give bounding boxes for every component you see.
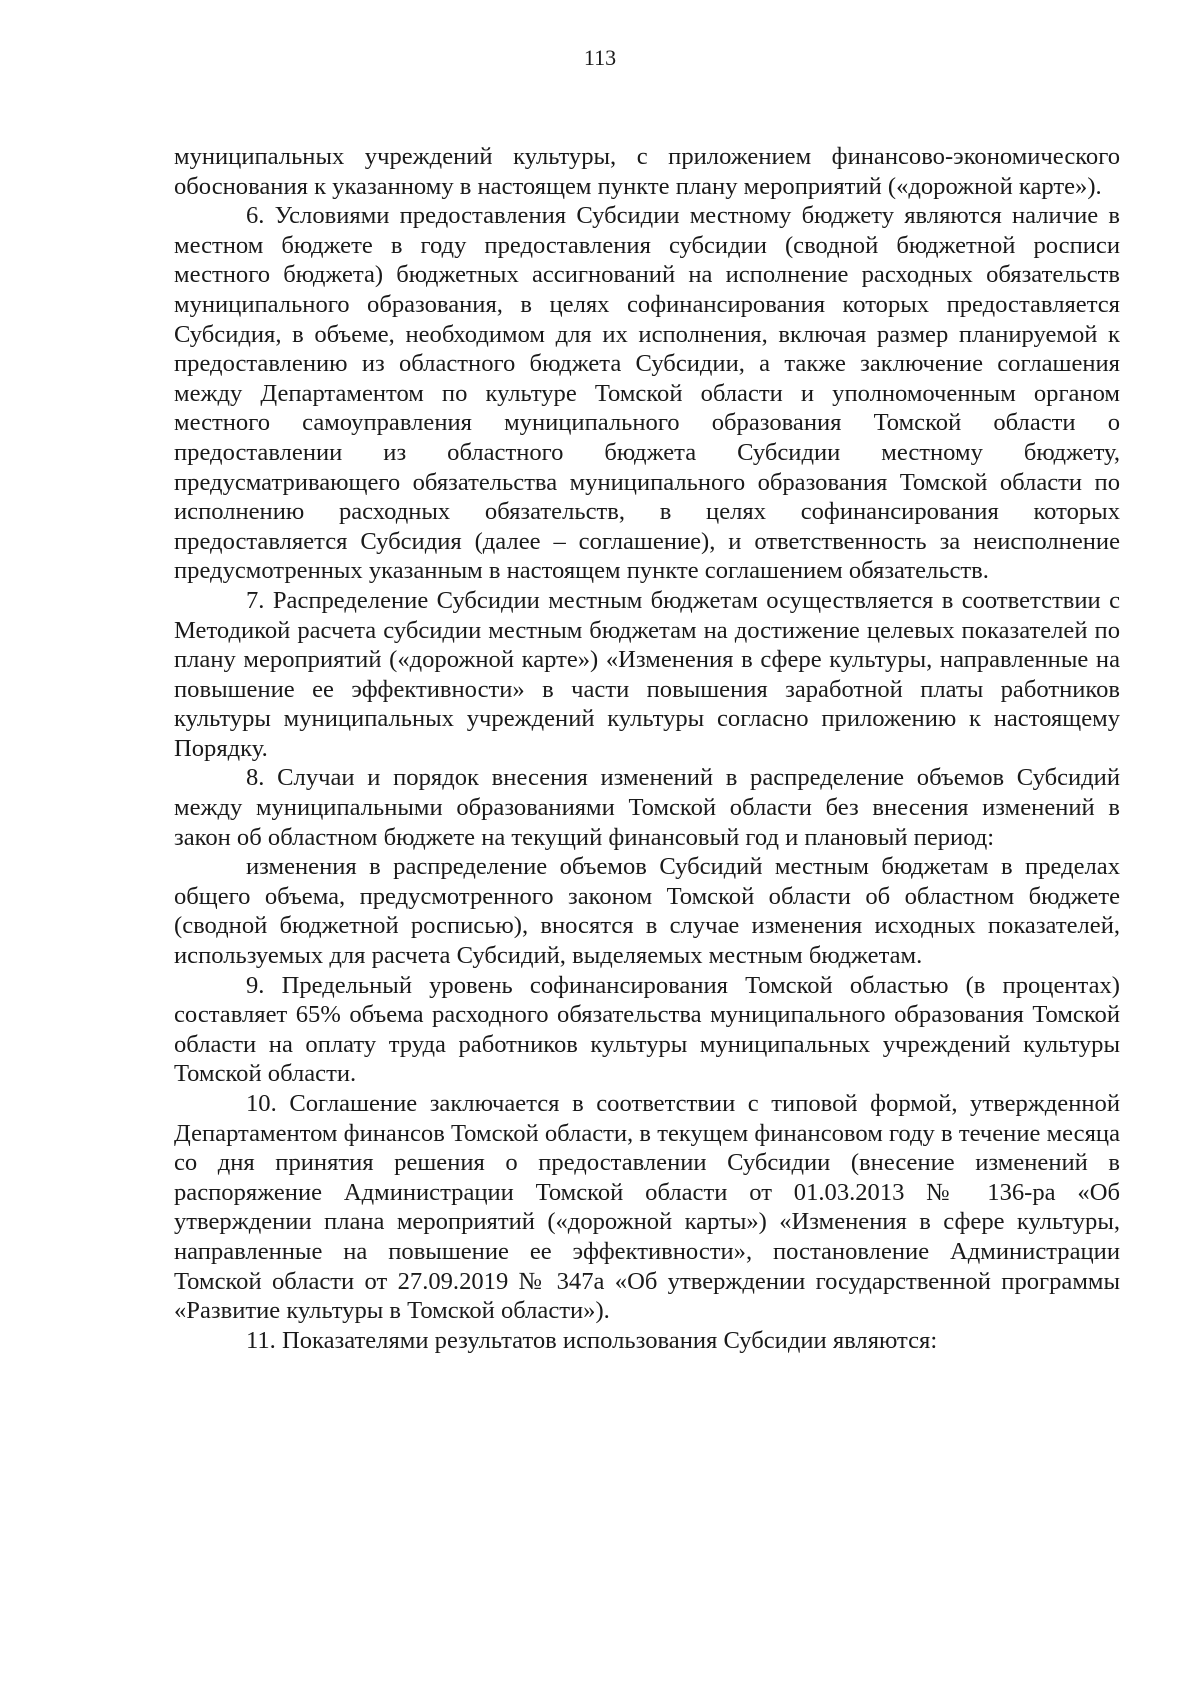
paragraph-item-10: 10. Соглашение заключается в соответствии с типовой формой, утвержденной Департаментом финансов Томской области, в текущем финансовом году в течение месяца со дня принятия решения о предоставлении Субсидии (внесение изменений в распоряжение Администрации Томской области от 01.03.2013 № 136-ра «Об утверждении плана мероприятий («дорожной карты») «Изменения в сфере культуры, направленные на повышение ее эффективности», постановление Администрации Томской области от 27.09.2019 № 347а «Об утверждении государственной программы «Развитие культуры в Томской области»).: [174, 1090, 1120, 1325]
page-number: 113: [583, 45, 617, 70]
paragraph-item-7: 7. Распределение Субсидии местным бюджетам осуществляется в соответствии с Методикой расчета субсидии местным бюджетам на достижение целевых показателей по плану мероприятий («дорожной карте») «Изменения в сфере культуры, направленные на повышение ее эффективности» в части повышения заработной платы работников культуры муниципальных учреждений культуры согласно приложению к настоящему Порядку.: [174, 586, 1120, 762]
paragraph-item-8: 8. Случаи и порядок внесения изменений в распределение объемов Субсидий между муниципальными образованиями Томской области без внесения изменений в закон об областном бюджете на текущий финансовый год и плановый период:: [174, 764, 1120, 851]
paragraph-item-8-sub: изменения в распределение объемов Субсидий местным бюджетам в пределах общего объема, предусмотренного законом Томской области об областном бюджете (сводной бюджетной росписью), вносятся в случае изменения исходных показателей, используемых для расчета Субсидий, выделяемых местным бюджетам.: [174, 853, 1120, 970]
paragraph-item-11: 11. Показателями результатов использования Субсидии являются:: [246, 1326, 938, 1354]
paragraph-item-6: 6. Условиями предоставления Субсидии местному бюджету являются наличие в местном бюджете в году предоставления субсидии (сводной бюджетной росписи местного бюджета) бюджетных ассигнований на исполнение расходных обязательств муниципального образования, в целях софинансирования которых предоставляется Субсидия, в объеме, необходимом для их исполнения, включая размер планируемой к предоставлению из областного бюджета Субсидии, а также заключение соглашения между Департаментом по культуре Томской области и уполномоченным органом местного самоуправления муниципального образования Томской области о предоставлении из областного бюджета Субсидии местному бюджету, предусматривающего обязательства муниципального образования Томской области по исполнению расходных обязательств, в целях софинансирования которых предоставляется Субсидия (далее – соглашение), и ответственность за неисполнение предусмотренных указанным в настоящем пункте соглашением обязательств.: [174, 202, 1120, 585]
paragraph-continuation: муниципальных учреждений культуры, с приложением финансово-экономического обоснования к указанному в настоящем пункте плану мероприятий («дорожной карте»).: [174, 143, 1120, 200]
paragraph-item-9: 9. Предельный уровень софинансирования Томской областью (в процентах) составляет 65% объема расходного обязательства муниципального образования Томской области на оплату труда работников культуры муниципальных учреждений культуры Томской области.: [174, 971, 1120, 1088]
document-body: [174, 142, 1120, 1355]
